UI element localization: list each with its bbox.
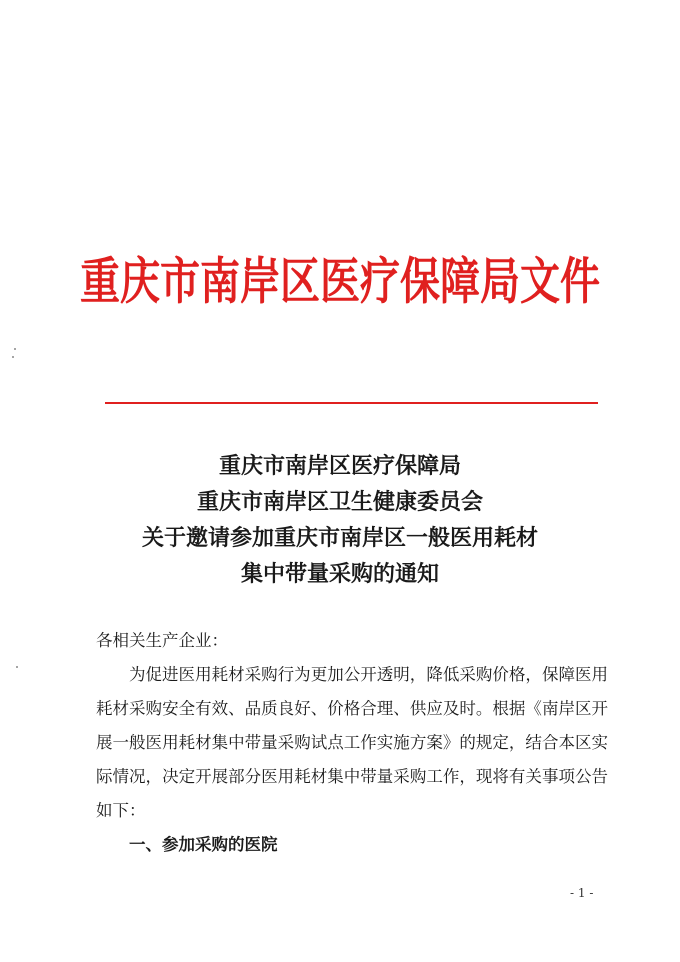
- notice-body: [96, 624, 608, 862]
- header-red-rule: [105, 402, 598, 404]
- document-header-title: 重庆市南岸区医疗保障局文件: [80, 253, 600, 311]
- scan-speck: [14, 348, 16, 350]
- intro-paragraph: 为促进医用耗材采购行为更加公开透明，降低采购价格，保障医用耗材采购安全有效、品质良好、价格合理、供应及时。根据《南岸区开展一般医用耗材集中带量采购试点工作实施方案》的规定，结合本区实际情况，决定开展部分医用耗材集中带量采购工作，现将有关事项公告如下：: [96, 665, 608, 820]
- section-heading-hospitals: 一、参加采购的医院: [129, 835, 278, 854]
- subject-line-title-2: 集中带量采购的通知: [240, 561, 439, 587]
- page-number: - 1 -: [570, 886, 594, 900]
- subject-line-issuer-1: 重庆市南岸区医疗保障局: [218, 453, 461, 479]
- scan-speck: [12, 356, 14, 358]
- subject-line-issuer-2: 重庆市南岸区卫生健康委员会: [196, 489, 483, 515]
- salutation: 各相关生产企业：: [96, 631, 228, 650]
- subject-line-title-1: 关于邀请参加重庆市南岸区一般医用耗材: [141, 525, 538, 551]
- scan-speck: [16, 666, 18, 668]
- notice-subject: [0, 448, 680, 592]
